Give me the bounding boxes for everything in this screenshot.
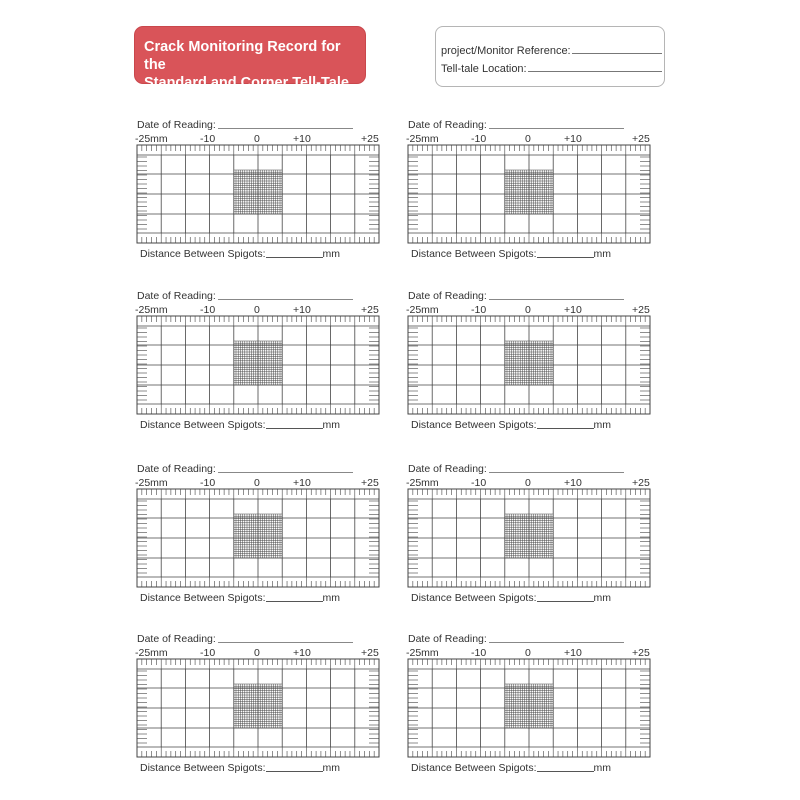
date-of-reading-line[interactable]: [218, 299, 353, 300]
distance-blank[interactable]: [266, 771, 323, 772]
distance-unit: mm: [322, 248, 340, 260]
scale-label-minus-25: -25mm: [406, 304, 439, 316]
distance-label: Distance Between Spigots:: [411, 762, 537, 774]
distance-label: Distance Between Spigots:: [411, 592, 537, 604]
tell-tale-card-3: [135, 290, 385, 435]
scale-label-plus-25: +25: [632, 647, 650, 659]
reference-box: [435, 26, 665, 87]
scale-label-plus-25: +25: [361, 133, 379, 145]
scale-label-zero: 0: [254, 647, 260, 659]
scale-label-minus-10: -10: [471, 647, 487, 659]
scale-label-plus-10: +10: [564, 133, 582, 145]
tell-tale-grid: [406, 315, 652, 415]
distance-blank[interactable]: [266, 257, 323, 258]
scale-label-plus-10: +10: [293, 304, 311, 316]
distance-between-spigots-row[interactable]: [140, 419, 340, 431]
tell-tale-grid: [135, 315, 381, 415]
date-of-reading-line[interactable]: [489, 642, 624, 643]
tell-tale-grid: [406, 144, 652, 244]
tell-tale-card-6: [406, 463, 656, 608]
date-of-reading-label: Date of Reading:: [408, 633, 487, 645]
scale-label-plus-25: +25: [361, 477, 379, 489]
tell-tale-card-8: [406, 633, 656, 778]
scale-label-minus-10: -10: [200, 647, 216, 659]
tell-tale-grid: [406, 488, 652, 588]
distance-between-spigots-row[interactable]: [140, 762, 340, 774]
distance-between-spigots-row[interactable]: [411, 419, 611, 431]
distance-unit: mm: [322, 762, 340, 774]
scale-label-minus-10: -10: [200, 477, 216, 489]
scale-label-minus-10: -10: [471, 133, 487, 145]
distance-unit: mm: [593, 592, 611, 604]
scale-label-plus-10: +10: [564, 647, 582, 659]
scale-label-plus-10: +10: [293, 477, 311, 489]
tell-tale-card-2: [406, 119, 656, 264]
scale-label-plus-25: +25: [632, 304, 650, 316]
project-reference-line[interactable]: [572, 52, 662, 54]
distance-between-spigots-row[interactable]: [411, 248, 611, 260]
distance-label: Distance Between Spigots:: [140, 762, 266, 774]
scale-label-minus-10: -10: [471, 304, 487, 316]
date-of-reading-line[interactable]: [489, 128, 624, 129]
distance-label: Distance Between Spigots:: [411, 248, 537, 260]
scale-label-minus-10: -10: [200, 304, 216, 316]
tell-tale-grid: [135, 144, 381, 244]
scale-label-minus-10: -10: [471, 477, 487, 489]
project-reference-label: project/Monitor Reference:: [441, 45, 571, 57]
distance-blank[interactable]: [537, 257, 594, 258]
scale-label-minus-25: -25mm: [135, 304, 168, 316]
distance-blank[interactable]: [266, 428, 323, 429]
date-of-reading-row[interactable]: [137, 463, 353, 475]
date-of-reading-row[interactable]: [408, 119, 624, 131]
scale-label-zero: 0: [254, 477, 260, 489]
scale-label-plus-25: +25: [361, 304, 379, 316]
location-line[interactable]: [528, 70, 662, 72]
scale-label-plus-10: +10: [293, 647, 311, 659]
date-of-reading-line[interactable]: [218, 472, 353, 473]
distance-label: Distance Between Spigots:: [140, 248, 266, 260]
distance-unit: mm: [593, 762, 611, 774]
tell-tale-grid: [135, 658, 381, 758]
tell-tale-card-4: [406, 290, 656, 435]
scale-label-zero: 0: [525, 647, 531, 659]
tell-tale-card-5: [135, 463, 385, 608]
scale-label-zero: 0: [525, 477, 531, 489]
distance-label: Distance Between Spigots:: [411, 419, 537, 431]
scale-label-minus-10: -10: [200, 133, 216, 145]
tell-tale-card-7: [135, 633, 385, 778]
distance-label: Distance Between Spigots:: [140, 592, 266, 604]
distance-between-spigots-row[interactable]: [411, 762, 611, 774]
scale-label-zero: 0: [254, 133, 260, 145]
title-line-1: Crack Monitoring Record for the: [144, 39, 341, 73]
date-of-reading-line[interactable]: [218, 642, 353, 643]
scale-label-minus-25: -25mm: [406, 133, 439, 145]
scale-label-minus-25: -25mm: [135, 133, 168, 145]
date-of-reading-label: Date of Reading:: [137, 290, 216, 302]
date-of-reading-row[interactable]: [408, 463, 624, 475]
project-reference-row[interactable]: [441, 39, 664, 57]
date-of-reading-row[interactable]: [408, 290, 624, 302]
date-of-reading-line[interactable]: [218, 128, 353, 129]
distance-blank[interactable]: [537, 601, 594, 602]
date-of-reading-line[interactable]: [489, 299, 624, 300]
tell-tale-grid: [406, 658, 652, 758]
distance-unit: mm: [593, 419, 611, 431]
date-of-reading-row[interactable]: [137, 633, 353, 645]
record-title-box: [134, 26, 366, 91]
distance-between-spigots-row[interactable]: [140, 592, 340, 604]
scale-label-plus-10: +10: [564, 304, 582, 316]
scale-label-zero: 0: [254, 304, 260, 316]
date-of-reading-label: Date of Reading:: [408, 290, 487, 302]
distance-between-spigots-row[interactable]: [140, 248, 340, 260]
location-row[interactable]: [441, 57, 664, 75]
date-of-reading-label: Date of Reading:: [408, 463, 487, 475]
distance-unit: mm: [593, 248, 611, 260]
scale-label-plus-25: +25: [361, 647, 379, 659]
scale-label-plus-25: +25: [632, 477, 650, 489]
scale-label-zero: 0: [525, 304, 531, 316]
date-of-reading-line[interactable]: [489, 472, 624, 473]
scale-label-minus-25: -25mm: [406, 477, 439, 489]
scale-label-minus-25: -25mm: [135, 477, 168, 489]
distance-label: Distance Between Spigots:: [140, 419, 266, 431]
date-of-reading-label: Date of Reading:: [408, 119, 487, 131]
distance-unit: mm: [322, 419, 340, 431]
scale-label-plus-25: +25: [632, 133, 650, 145]
date-of-reading-label: Date of Reading:: [137, 463, 216, 475]
tell-tale-grid: [135, 488, 381, 588]
scale-label-plus-10: +10: [293, 133, 311, 145]
date-of-reading-row[interactable]: [137, 119, 353, 131]
date-of-reading-row[interactable]: [408, 633, 624, 645]
distance-blank[interactable]: [537, 428, 594, 429]
scale-label-minus-25: -25mm: [135, 647, 168, 659]
date-of-reading-row[interactable]: [137, 290, 353, 302]
distance-between-spigots-row[interactable]: [411, 592, 611, 604]
date-of-reading-label: Date of Reading:: [137, 633, 216, 645]
scale-label-minus-25: -25mm: [406, 647, 439, 659]
distance-blank[interactable]: [266, 601, 323, 602]
distance-unit: mm: [322, 592, 340, 604]
scale-label-plus-10: +10: [564, 477, 582, 489]
location-label: Tell-tale Location:: [441, 63, 527, 75]
title-line-2: Standard and Corner Tell-Tale: [144, 75, 349, 91]
tell-tale-card-1: [135, 119, 385, 264]
distance-blank[interactable]: [537, 771, 594, 772]
date-of-reading-label: Date of Reading:: [137, 119, 216, 131]
scale-label-zero: 0: [525, 133, 531, 145]
